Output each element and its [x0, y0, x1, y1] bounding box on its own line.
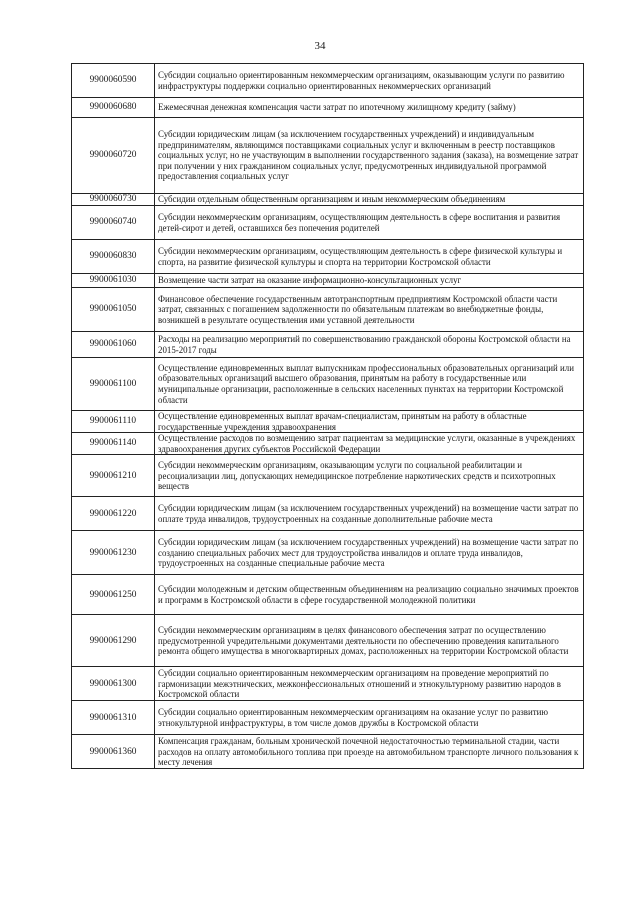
row-code: 9900061250: [72, 575, 155, 615]
table-row: [72, 735, 584, 769]
table-row: [72, 455, 584, 497]
row-description: Финансовое обеспечение государственным автотранспортным предприятиям Костромской области части затрат, связанных с погашением задолженности по обязательным платежам во внебюджетные фонды, возникшей в результате осуществления ими уставной деятельности: [155, 288, 584, 332]
row-description: Компенсация гражданам, больным хронической почечной недостаточностью терминальной стадии, части расходов на оплату автомобильного топлива при проезде на автомобильном транспорте личного пользования к месту лечения: [155, 735, 584, 769]
row-code: 9900061140: [72, 433, 155, 455]
row-description: Осуществление единовременных выплат выпускникам профессиональных образовательных организаций или образовательных организаций высшего образования, принятым на работу в государственные или муниципальные организации, расположенные в сельских населенных пунктах на территории Костромской области: [155, 358, 584, 411]
row-code: 9900061290: [72, 615, 155, 667]
row-code: 9900060730: [72, 194, 155, 206]
table-row: [72, 433, 584, 455]
table-row: [72, 206, 584, 240]
row-description: Субсидии отдельным общественным организациям и иным некоммерческим объединениям: [155, 194, 584, 206]
row-code: 9900060590: [72, 64, 155, 98]
table-row: [72, 240, 584, 274]
table-row: [72, 615, 584, 667]
table-body: [72, 64, 584, 769]
row-code: 9900061030: [72, 274, 155, 288]
row-description: Субсидии социально ориентированным некоммерческим организациям на оказание услуг по развитию этнокультурной инфраструктуры, в том числе домов дружбы в Костромской области: [155, 701, 584, 735]
table-row: [72, 701, 584, 735]
budget-classification-table: [71, 63, 584, 769]
row-description: Субсидии молодежным и детским общественным объединениям на реализацию социально значимых проектов и программ в Костромской области в сфере государственной молодежной политики: [155, 575, 584, 615]
row-code: 9900061050: [72, 288, 155, 332]
row-description: Субсидии некоммерческим организациям, осуществляющим деятельность в сфере физической культуры и спорта, на развитие физической культуры и спорта на территории Костромской области: [155, 240, 584, 274]
row-description: Осуществление единовременных выплат врачам-специалистам, принятым на работу в областные государственные учреждения здравоохранения: [155, 411, 584, 433]
table-row: [72, 64, 584, 98]
row-description: Субсидии юридическим лицам (за исключением государственных учреждений) на возмещение части затрат по созданию специальных рабочих мест для трудоустройства инвалидов и оплате труда инвалидов, трудоустроенных на созданные специальные рабочие места: [155, 531, 584, 575]
table-row: [72, 358, 584, 411]
table-row: [72, 274, 584, 288]
row-code: 9900060720: [72, 118, 155, 194]
table-row: [72, 98, 584, 118]
row-description: Субсидии юридическим лицам (за исключением государственных учреждений) и индивидуальным предпринимателям, являющимся поставщиками социальных услуг и включенным в реестр поставщиков социальных услуг, но не участвующим в выполнении государственного задания (заказа), на возмещение затрат при получении у них гражданином социальных услуг, предусмотренных индивидуальной программой предоставления социальных услуг: [155, 118, 584, 194]
row-code: 9900061360: [72, 735, 155, 769]
row-code: 9900061060: [72, 332, 155, 358]
row-description: Ежемесячная денежная компенсация части затрат по ипотечному жилищному кредиту (займу): [155, 98, 584, 118]
row-description: Субсидии юридическим лицам (за исключением государственных учреждений) на возмещение части затрат по оплате труда инвалидов, трудоустроенных на созданные дополнительные рабочие места: [155, 497, 584, 531]
row-code: 9900061110: [72, 411, 155, 433]
table-row: [72, 575, 584, 615]
row-code: 9900060680: [72, 98, 155, 118]
row-code: 9900060830: [72, 240, 155, 274]
row-code: 9900061210: [72, 455, 155, 497]
table-row: [72, 411, 584, 433]
table-row: [72, 288, 584, 332]
row-code: 9900061300: [72, 667, 155, 701]
table-row: [72, 667, 584, 701]
row-description: Субсидии некоммерческим организациям в целях финансового обеспечения затрат по осуществлению предусмотренной учредительными документами деятельности по обеспечению проведения капитального ремонта общего имущества в многоквартирных домах, расположенных на территории Костромской области: [155, 615, 584, 667]
row-code: 9900061100: [72, 358, 155, 411]
row-description: Субсидии некоммерческим организациям, осуществляющим деятельность в сфере воспитания и развития детей-сирот и детей, оставшихся без попечения родителей: [155, 206, 584, 240]
row-description: Возмещение части затрат на оказание информационно-консультационных услуг: [155, 274, 584, 288]
row-description: Субсидии некоммерческим организациям, оказывающим услуги по социальной реабилитации и ресоциализации лиц, допускающих немедицинское потребление наркотических средств и психотропных веществ: [155, 455, 584, 497]
row-description: Субсидии социально ориентированным некоммерческим организациям на проведение мероприятий по гармонизации межэтнических, межконфессиональных отношений и этнокультурному развитию народов в Костромской области: [155, 667, 584, 701]
table-row: [72, 332, 584, 358]
row-code: 9900061230: [72, 531, 155, 575]
row-code: 9900061220: [72, 497, 155, 531]
page-number: 34: [314, 40, 326, 52]
table-row: [72, 194, 584, 206]
row-description: Осуществление расходов по возмещению затрат пациентам за медицинские услуги, оказанные в учреждениях здравоохранения других субъектов Российской Федерации: [155, 433, 584, 455]
table-row: [72, 118, 584, 194]
row-description: Расходы на реализацию мероприятий по совершенствованию гражданской обороны Костромской области на 2015-2017 годы: [155, 332, 584, 358]
row-code: 9900060740: [72, 206, 155, 240]
row-code: 9900061310: [72, 701, 155, 735]
row-description: Субсидии социально ориентированным некоммерческим организациям, оказывающим услуги по развитию инфраструктуры поддержки социально ориентированных некоммерческих организаций: [155, 64, 584, 98]
table-row: [72, 497, 584, 531]
table-row: [72, 531, 584, 575]
